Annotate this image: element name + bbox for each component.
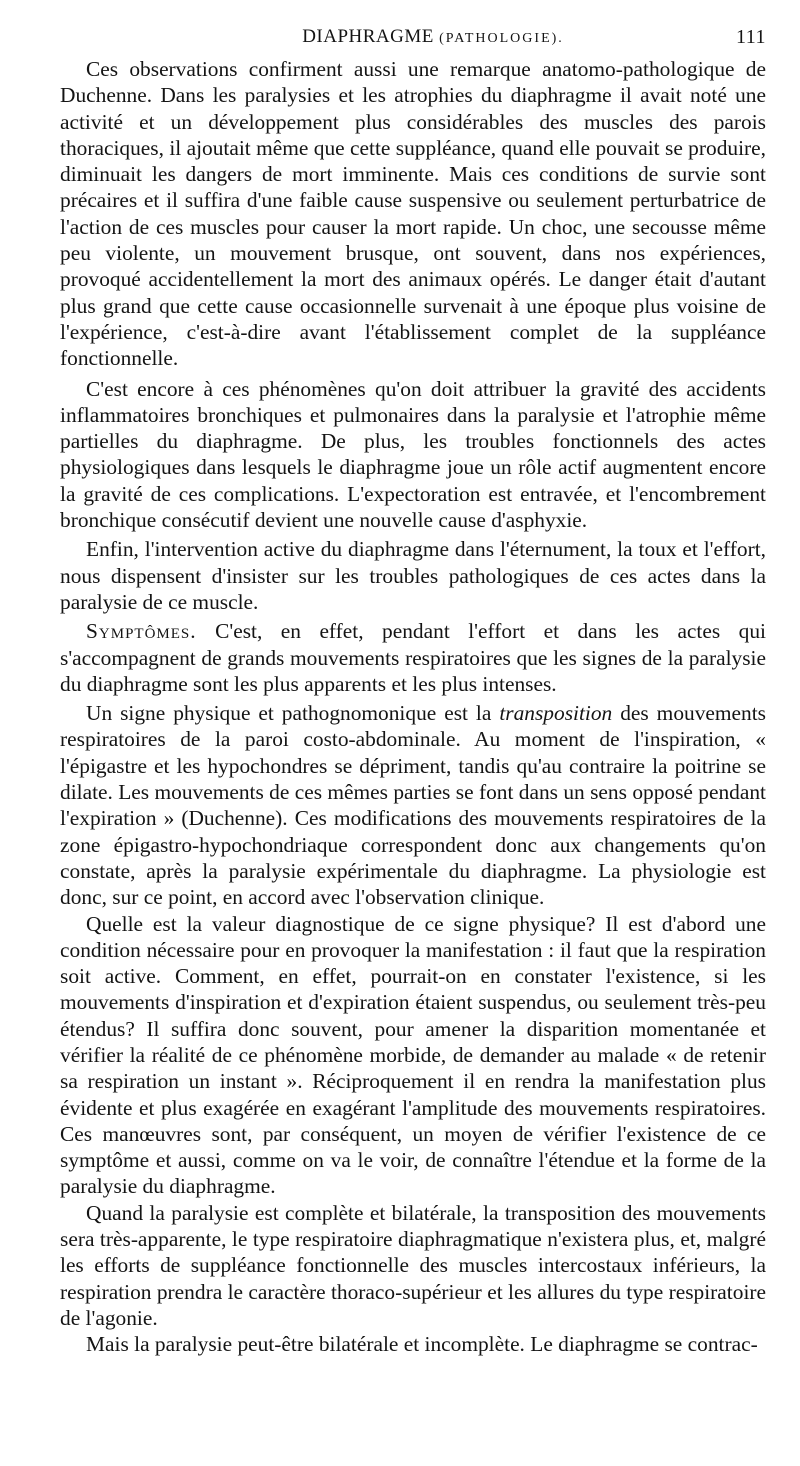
section-heading-symptomes: Symptômes. <box>86 619 197 644</box>
paragraph-diagnostic: Quelle est la valeur diagnostique de ce signe physique? Il est d'abord une condition nécessaire pour en provoquer la manifestation : il faut que la respiration soit active. Comment, en effet, pourrait-on en constater l'existence, si les mouvements d'inspiration et d'expiration étaient suspendus, ou seulement très-peu étendus? Il suffira donc souvent, pour amener la disparition momentanée et vérifier la réalité de ce phénomène morbide, de demander au malade « de retenir sa respiration un instant ». Réciproquement il en rendra la manifestation plus évidente et plus exagérée en exagérant l'amplitude des mouvements respiratoires. Ces manœuvres sont, par conséquent, un moyen de vérifier l'existence de ce symptôme et aussi, comme on va le voir, de connaître l'étendue et la forme de la paralysie du diaphragme. <box>60 911 766 1199</box>
emphasis-transposition: transposition <box>499 701 613 726</box>
paragraph-symptomes-text: C'est, en effet, pendant l'effort et dans les actes qui s'accompagnent de grands mouvements respiratoires que les signes de la paralysie du diaphragme sont les plus apparents et les plus intenses. <box>60 619 766 696</box>
paragraph-transposition: Un signe physique et pathognomonique est la transposition des mouvements respiratoires de la paroi costo-abdominale. Au moment de l'inspiration, « l'épigastre et les hypochondres se dépriment, tandis qu'au contraire la poitrine se dilate. Les mouvements de ces mêmes parties se font dans un sens opposé pendant l'expiration » (Duchenne). Ces modifications des mouvements respiratoires de la zone épigastro-hypochondriaque correspondent donc aux changements qu'on constate, après la paralysie expérimentale du diaphragme. La physiologie est donc, sur ce point, en accord avec l'observation clinique. <box>60 701 766 910</box>
paragraph-3: Enfin, l'intervention active du diaphragme dans l'éternument, la toux et l'effort, nous dispensent d'insister sur les troubles pathologiques de ces actes dans la paralysie de ce muscle. <box>60 537 766 614</box>
paragraph-symptomes <box>60 618 766 697</box>
paragraph-2: C'est encore à ces phénomènes qu'on doit attribuer la gravité des accidents inflammatoires bronchiques et pulmonaires dans la paralysie et l'atrophie même partielles du diaphragme. De plus, les troubles fonctionnels des actes physiologiques dans lesquels le diaphragme joue un rôle actif augmentent encore la gravité de ces complications. L'expectoration est entravée, et l'encombrement bronchique consécutif devient une nouvelle cause d'asphyxie. <box>60 376 766 533</box>
paragraph-complete-paralysis: Quand la paralysie est complète et bilatérale, la transposition des mouvements sera très-apparente, le type respiratoire diaphragmatique n'existera plus, et, malgré les efforts de suppléance fonctionnelle des muscles intercostaux inférieurs, la respiration prendra le caractère thoraco-supérieur et les allures du type respiratoire de l'agonie. <box>60 1200 766 1330</box>
page-number: 111 <box>735 26 766 48</box>
book-page <box>60 26 766 1358</box>
running-title: DIAPHRAGME (PATHOLOGIE). <box>302 26 564 47</box>
running-head <box>60 26 766 56</box>
body-text <box>60 56 766 1358</box>
running-section: (PATHOLOGIE). <box>439 31 564 46</box>
paragraph-1: Ces observations confirment aussi une remarque anatomo-pathologique de Duchenne. Dans les paralysies et les atrophies du diaphragme il avait noté une activité et un développement plus considérables des muscles des parois thoraciques, il ajoutait même que cette suppléance, quand elle pouvait se produire, diminuait les dangers de mort imminente. Mais ces conditions de survie sont précaires et il suffira d'une faible cause suspensive ou seulement perturbatrice de l'action de ces muscles pour causer la mort rapide. Un choc, une secousse même peu violente, un mouvement brusque, ont souvent, dans nos expériences, provoqué accidentellement la mort des animaux opérés. Le danger était d'autant plus grand que cette cause occasionnelle survenait à une époque plus voisine de l'expérience, c'est-à-dire avant l'établissement complet de la suppléance fonctionnelle. <box>60 57 766 371</box>
paragraph-incomplete-paralysis: Mais la paralysie peut-être bilatérale et incomplète. Le diaphragme se contrac- <box>86 1332 758 1357</box>
